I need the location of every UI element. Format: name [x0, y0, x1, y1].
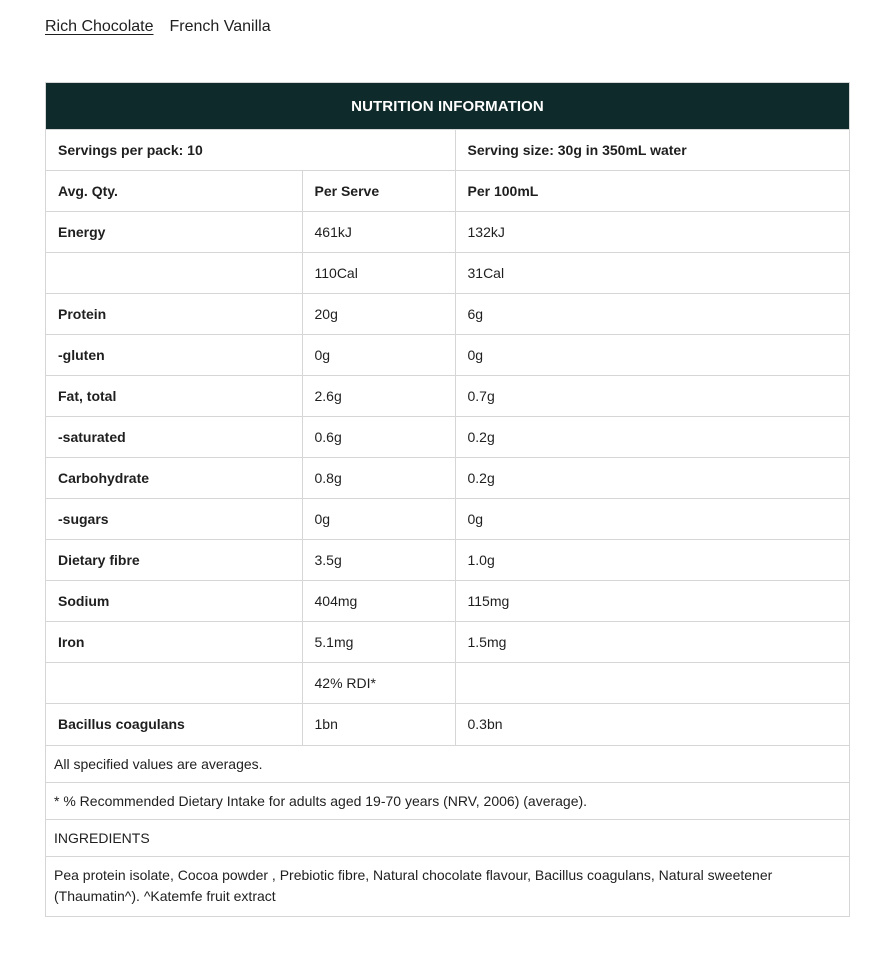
- per-serve-value: 461kJ: [302, 212, 455, 253]
- per-100ml-value: [455, 663, 849, 704]
- servings-row: [46, 130, 849, 171]
- column-header-per-100ml: Per 100mL: [455, 171, 849, 212]
- per-100ml-value: 31Cal: [455, 253, 849, 294]
- per-serve-value: 5.1mg: [302, 622, 455, 663]
- column-header-per-serve: Per Serve: [302, 171, 455, 212]
- nutrient-label: -gluten: [46, 335, 302, 376]
- ingredients-text: Pea protein isolate, Cocoa powder , Prebiotic fibre, Natural chocolate flavour, Bacillus coagulans, Natural sweetener (Thaumatin^). ^Katemfe fruit extract: [46, 856, 849, 916]
- table-row: [46, 499, 849, 540]
- nutrition-title: NUTRITION INFORMATION: [46, 83, 849, 129]
- nutrient-label: Bacillus coagulans: [46, 704, 302, 745]
- per-serve-value: 2.6g: [302, 376, 455, 417]
- per-100ml-value: 0.2g: [455, 417, 849, 458]
- per-100ml-value: 0.7g: [455, 376, 849, 417]
- table-row: [46, 253, 849, 294]
- serving-size: Serving size: 30g in 350mL water: [455, 130, 849, 171]
- per-serve-value: 0.8g: [302, 458, 455, 499]
- table-row: [46, 540, 849, 581]
- per-serve-value: 404mg: [302, 581, 455, 622]
- header-row: [46, 171, 849, 212]
- per-100ml-value: 115mg: [455, 581, 849, 622]
- servings-per-pack: Servings per pack: 10: [46, 130, 455, 171]
- per-serve-value: 0g: [302, 499, 455, 540]
- table-row: [46, 458, 849, 499]
- averages-note: All specified values are averages.: [46, 745, 849, 782]
- per-serve-value: 0g: [302, 335, 455, 376]
- per-100ml-value: 132kJ: [455, 212, 849, 253]
- per-100ml-value: 0g: [455, 499, 849, 540]
- flavour-tabs: [45, 16, 271, 38]
- per-100ml-value: 1.5mg: [455, 622, 849, 663]
- nutrient-label: Fat, total: [46, 376, 302, 417]
- per-100ml-value: 6g: [455, 294, 849, 335]
- per-100ml-value: 1.0g: [455, 540, 849, 581]
- nutrient-label: Carbohydrate: [46, 458, 302, 499]
- nutrient-label: Protein: [46, 294, 302, 335]
- tab-rich-chocolate[interactable]: Rich Chocolate: [45, 18, 154, 35]
- table-row: [46, 704, 849, 745]
- table-row: [46, 581, 849, 622]
- per-100ml-value: 0.3bn: [455, 704, 849, 745]
- nutrient-label: [46, 253, 302, 294]
- table-row: [46, 663, 849, 704]
- per-serve-value: 1bn: [302, 704, 455, 745]
- ingredients-heading: INGREDIENTS: [46, 819, 849, 856]
- nutrition-panel: [45, 82, 850, 917]
- tab-french-vanilla[interactable]: French Vanilla: [169, 18, 271, 35]
- table-row: [46, 376, 849, 417]
- per-serve-value: 42% RDI*: [302, 663, 455, 704]
- column-header-avg-qty: Avg. Qty.: [46, 171, 302, 212]
- nutrient-label: -saturated: [46, 417, 302, 458]
- table-row: [46, 622, 849, 663]
- table-row: [46, 294, 849, 335]
- table-row: [46, 212, 849, 253]
- per-serve-value: 0.6g: [302, 417, 455, 458]
- nutrient-label: Energy: [46, 212, 302, 253]
- per-100ml-value: 0g: [455, 335, 849, 376]
- per-serve-value: 20g: [302, 294, 455, 335]
- nutrient-label: Sodium: [46, 581, 302, 622]
- nutrient-label: Dietary fibre: [46, 540, 302, 581]
- nutrient-label: -sugars: [46, 499, 302, 540]
- per-serve-value: 3.5g: [302, 540, 455, 581]
- table-row: [46, 335, 849, 376]
- per-serve-value: 110Cal: [302, 253, 455, 294]
- nutrition-table: [46, 129, 849, 745]
- nutrient-label: [46, 663, 302, 704]
- nutrient-label: Iron: [46, 622, 302, 663]
- table-row: [46, 417, 849, 458]
- rdi-note: * % Recommended Dietary Intake for adults aged 19-70 years (NRV, 2006) (average).: [46, 782, 849, 819]
- per-100ml-value: 0.2g: [455, 458, 849, 499]
